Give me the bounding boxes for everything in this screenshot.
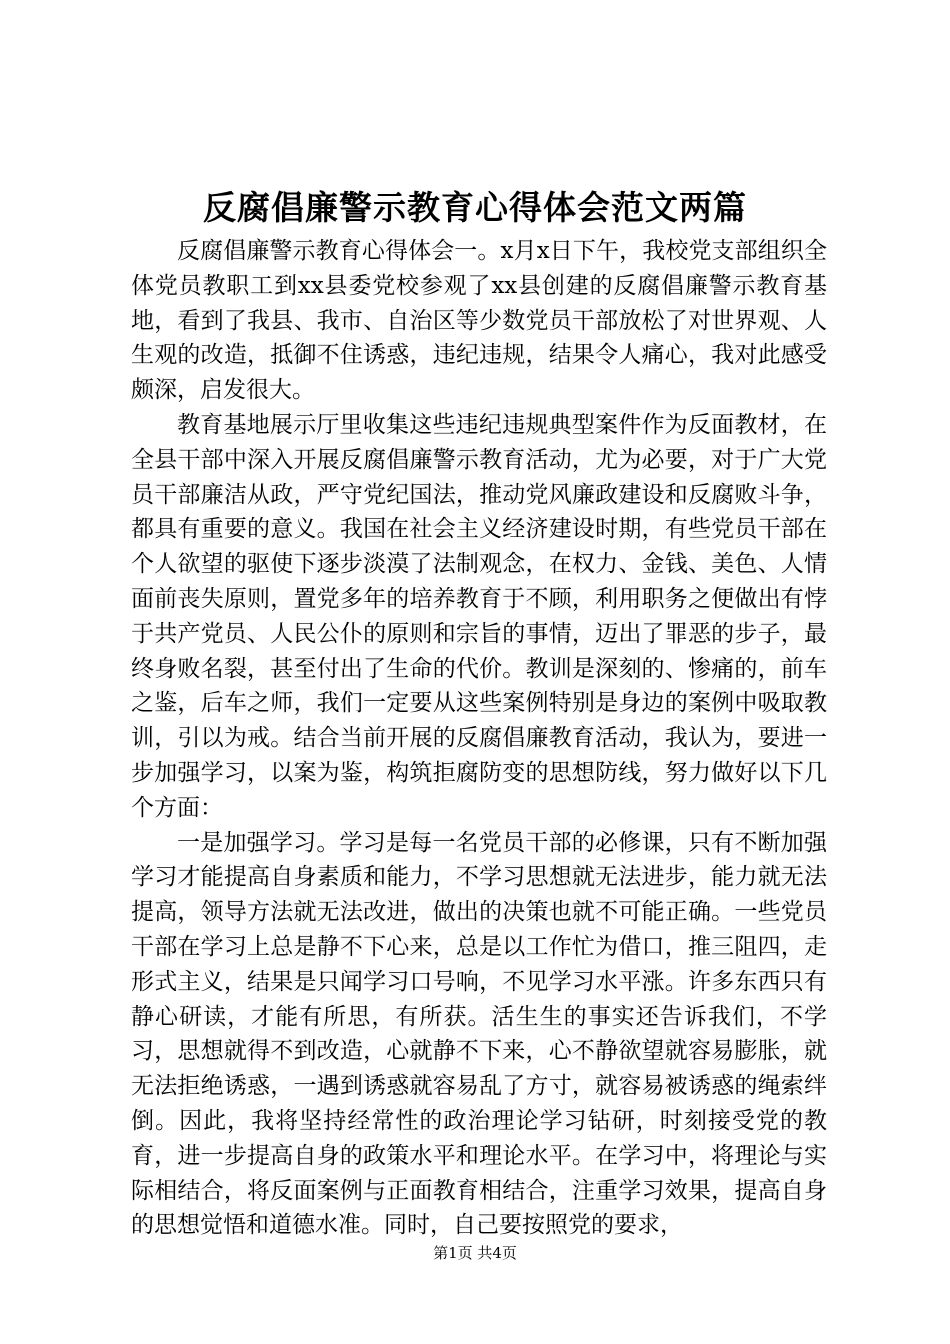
document-body [131, 234, 827, 1243]
paragraph: 反腐倡廉警示教育心得体会一。x月x日下午，我校党支部组织全体党员教职工到xx县委党校参观了xx县创建的反腐倡廉警示教育基地，看到了我县、我市、自治区等少数党员干部放松了对世界观、人生观的改造，抵御不住诱惑，违纪违规，结果令人痛心，我对此感受颇深，启发很大。 [131, 238, 827, 404]
paragraph: 一是加强学习。学习是每一名党员干部的必修课，只有不断加强学习才能提高自身素质和能力，不学习思想就无法进步，能力就无法提高，领导方法就无法改进，做出的决策也就不可能正确。一些党员干部在学习上总是静不下心来，总是以工作忙为借口，推三阻四，走形式主义，结果是只闻学习口号响，不见学习水平涨。许多东西只有静心研读，才能有所思，有所获。活生生的事实还告诉我们，不学习，思想就得不到改造，心就静不下来，心不静欲望就容易膨胀，就无法拒绝诱惑，一遇到诱惑就容易乱了方寸，就容易被诱惑的绳索绊倒。因此，我将坚持经常性的政治理论学习钻研，时刻接受党的教育，进一步提高自身的政策水平和理论水平。在学习中，将理论与实际相结合，将反面案例与正面教育相结合，注重学习效果，提高自身的思想觉悟和道德水准。同时，自己要按照党的要求， [131, 829, 827, 1239]
page-number: 第1页 共4页 [433, 1244, 517, 1262]
paragraph: 教育基地展示厅里收集这些违纪违规典型案件作为反面教材，在全县干部中深入开展反腐倡廉警示教育活动，尤为必要，对于广大党员干部廉洁从政，严守党纪国法，推动党风廉政建设和反腐败斗争，都具有重要的意义。我国在社会主义经济建设时期，有些党员干部在个人欲望的驱使下逐步淡漠了法制观念，在权力、金钱、美色、人情面前丧失原则，置党多年的培养教育于不顾，利用职务之便做出有悖于共产党员、人民公仆的原则和宗旨的事情，迈出了罪恶的步子，最终身败名裂，甚至付出了生命的代价。教训是深刻的、惨痛的，前车之鉴，后车之师，我们一定要从这些案例特别是身边的案例中吸取教训，引以为戒。结合当前开展的反腐倡廉教育活动，我认为，要进一步加强学习，以案为鉴，构筑拒腐防变的思想防线，努力做好以下几个方面： [131, 411, 827, 821]
document-title: 反腐倡廉警示教育心得体会范文两篇 [203, 188, 747, 227]
page-footer [0, 1243, 950, 1263]
